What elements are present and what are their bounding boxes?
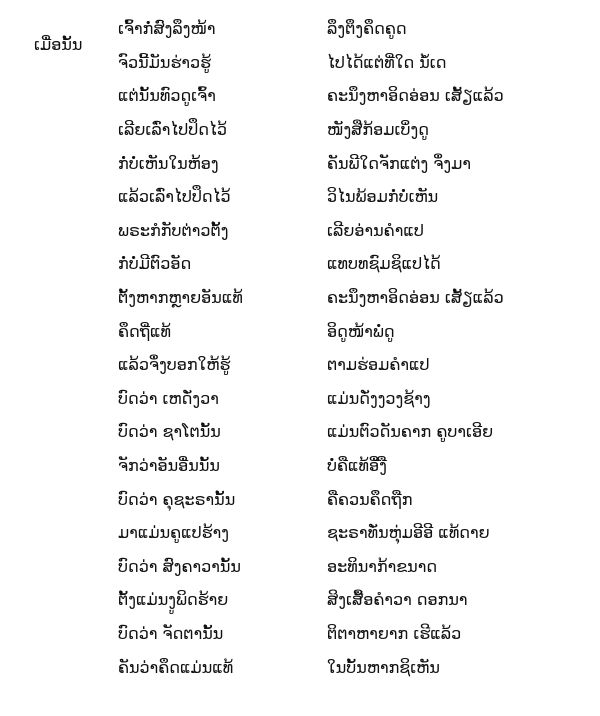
verse-line-right: ແທບທຊົມຊິແປໄດ້ xyxy=(327,254,441,274)
verse-line-left: ຈັກວ່າອັນອື່ນນັ້ນ xyxy=(118,456,220,476)
lead-word: ເມື່ອນັ້ນ xyxy=(34,35,83,54)
verse-line-left: ຄັນວ່າຄຶດແມ່ນແທ້ xyxy=(118,657,234,677)
right-verse-column xyxy=(327,12,589,684)
verse-line-left: ບົດວ່າ ຄຸຊະຣານັ້ນ xyxy=(118,489,236,509)
verse-line-right: ຕິຕາຫາຍາກ ເຮີແລ້ວ xyxy=(327,623,462,643)
verse-line-left: ກໍ່ບໍ່ມີຕົວອັດ xyxy=(118,254,192,274)
verse-line-left: ກໍ່ບໍ່ເຫັນໃນຫ້ອງ xyxy=(118,153,219,173)
verse-line-left: ມາແມ່ນຄູແປຮ້າງ xyxy=(118,523,229,543)
verse-line-right: ວິໄນພ້ອມກໍ່ບໍ່ເຫັນ xyxy=(327,187,439,207)
verse-line-left: ຈົວນີ້ມັນຮ່າວຮູ້ xyxy=(118,52,212,72)
verse-line-left: ບົດວ່າ ຈັດຕານັ້ນ xyxy=(118,623,224,643)
verse-line-left: ພຣະກໍກັບຕ່າວຕັ້ງ xyxy=(118,220,229,240)
verse-line-left: ແຕ່ນັ້ນທົວດູເຈົ້າ xyxy=(118,86,216,106)
verse-line-right: ໄປໄດ້ແຕ່ທີ່ໃດ ນໍ້ເດ xyxy=(327,52,447,72)
verse-line-left: ຕັ້ງແມ່ນງູພິດຮ້າຍ xyxy=(118,590,229,610)
verse-line-left: ຄຶດຖີ່ແທ້ xyxy=(118,321,172,341)
verse-line-left: ບົດວ່າ ຊາໂຕນັ້ນ xyxy=(118,422,221,442)
verse-line-right: ແມ່ນຕົວດັນຄາກ ຄູບາເອີຍ xyxy=(327,422,494,442)
verse-line-left: ແລ້ວເລົ່າໄປປຶດໄວ້ xyxy=(118,187,231,207)
left-verse-column xyxy=(118,12,313,684)
verse-line-right: ໃນບັ້ນຫາກຊິເຫັນ xyxy=(327,657,440,677)
verse-line-right: ອິດູໜ້າພໍ່ດູ xyxy=(327,321,395,341)
verse-line-left: ຕັ້ງຫາກຫຼາຍອັນແທ້ xyxy=(118,288,243,308)
verse-line-left: ເຈົ້າກໍ່ສົງລຶງໜ້າ xyxy=(118,19,216,39)
verse-line-right: ຄະນຶງຫາອິດອ່ອນ ເສັ້ຽແລ້ວ xyxy=(327,86,504,106)
verse-line-right: ເລີຍອ່ານຄຳແປ xyxy=(327,220,424,240)
verse-line-left: ແລ້ວຈຶ່ງບອກໃຫ້ຮູ້ xyxy=(118,355,231,375)
verse-line-right: ຊະຣາທັ່ນຫຸ່ມອີອີ ແທ້ດາຍ xyxy=(327,523,490,543)
verse-line-left: ບົດວ່າ ສົງຄາວານັ້ນ xyxy=(118,556,241,576)
verse-line-right: ຄືຄວນຄຶດຖືກ xyxy=(327,489,413,509)
verse-line-right: ອະທິນາກ້າຂນາດ xyxy=(327,556,438,576)
verse-line-right: ໜັງສືກ້ອມເບິ່ງດູ xyxy=(327,120,429,140)
verse-line-right: ບໍ່ຄືແທ້ອື່ງື xyxy=(327,456,387,476)
verse-line-right: ສິງເສື້ອຄຳວາ ດອກນາ xyxy=(327,590,468,610)
verse-line-right: ຕາມຮ່ອມຄຳແປ xyxy=(327,355,430,375)
verse-line-right: ຄັນພີໃດຈັກແຕ່ງ ຈຶ່ງມາ xyxy=(327,153,471,173)
verse-line-right: ແມ່ນດັ່ງງວງຊ້າງ xyxy=(327,388,431,408)
verse-line-left: ເລີຍເລົ່າໄປປຶດໄວ້ xyxy=(118,120,227,140)
verse-line-left: ບົດວ່າ ເຫດັ່ງວາ xyxy=(118,388,219,408)
verse-line-right: ລຶງຕຶງຄຶດຄູດ xyxy=(327,19,407,39)
verse-line-right: ຄະນຶງຫາອິດອ່ອນ ເສັ້ຽແລ້ວ xyxy=(327,288,504,308)
